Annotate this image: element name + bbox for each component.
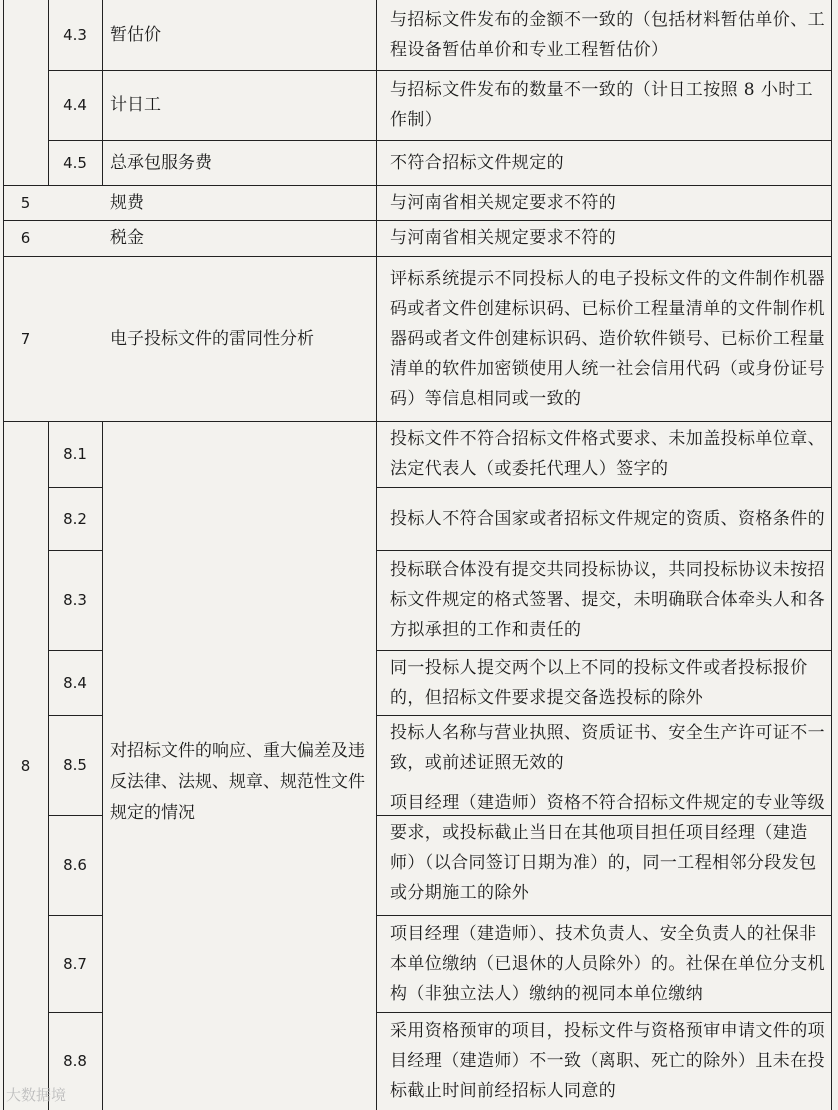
item-name: 总承包服务费 bbox=[110, 152, 212, 173]
sub-number: 8.7 bbox=[63, 954, 87, 973]
sub-number: 8.1 bbox=[63, 445, 87, 463]
item-name: 暂估价 bbox=[110, 25, 161, 45]
sub-number: 8.5 bbox=[63, 756, 87, 774]
sub-number: 8.3 bbox=[63, 591, 87, 609]
item-name: 规费 bbox=[110, 192, 144, 213]
watermark: 大数据境 bbox=[6, 1086, 67, 1104]
item-name: 计日工 bbox=[110, 95, 161, 115]
sub-number: 4.4 bbox=[63, 96, 87, 114]
item-description: 与河南省相关规定要求不符的 bbox=[390, 192, 617, 213]
item-description: 与招标文件发布的金额不一致的（包括材料暂估单价、工程设备暂估单价和专业工程暂估价） bbox=[390, 10, 825, 60]
sub-number: 8.8 bbox=[63, 1052, 87, 1070]
row-number: 7 bbox=[20, 329, 31, 348]
col-divider-sub bbox=[102, 421, 103, 1110]
item-description: 投标联合体没有提交共同投标协议，共同投标协议未按招标文件规定的格式签署、提交，未明确联合体牵头人和各方拟承担的工作和责任的 bbox=[390, 560, 825, 640]
item-description: 评标系统提示不同投标人的电子投标文件的文件制作机器码或者文件创建标识码、已标价工程量清单的文件制作机器码或者文件创建标识码、造价软件锁号、已标价工程量清单的软件加密锁使用人统一社会信用代码（或身份证号码）等信息相同或一致的 bbox=[390, 268, 825, 409]
item-description: 与河南省相关规定要求不符的 bbox=[390, 228, 617, 248]
item-description: 投标文件不符合招标文件格式要求、未加盖投标单位章、法定代表人（或委托代理人）签字的 bbox=[390, 429, 825, 479]
item-description: 与招标文件发布的数量不一致的（计日工按照 8 小时工作制） bbox=[390, 80, 814, 130]
col-divider-sub bbox=[102, 0, 103, 185]
sub-number: 8.2 bbox=[63, 509, 87, 528]
sub-number: 4.5 bbox=[63, 153, 87, 172]
item-description: 采用资格预审的项目，投标文件与资格预审申请文件的项目经理（建造师）不一致（离职、死亡的除外）且未在投标截止时间前经招标人同意的 bbox=[390, 1021, 825, 1101]
sub-number: 4.3 bbox=[63, 26, 87, 44]
table-border-right bbox=[831, 0, 832, 1110]
sub-number: 8.6 bbox=[63, 856, 87, 874]
item-description: 同一投标人提交两个以上不同的投标文件或者投标报价的，但招标文件要求提交备选投标的除外 bbox=[390, 657, 808, 708]
col-divider-desc bbox=[376, 0, 377, 1110]
item-name: 对招标文件的响应、重大偏差及违反法律、法规、规章、规范性文件规定的情况 bbox=[110, 741, 365, 823]
item-name: 电子投标文件的雷同性分析 bbox=[110, 328, 314, 349]
row-number: 8 bbox=[20, 756, 31, 775]
item-description: 项目经理（建造师）资格不符合招标文件规定的专业等级要求，或投标截止当日在其他项目担任项目经理（建造师）（以合同签订日期为准）的，同一工程相邻分段发包或分期施工的除外 bbox=[390, 793, 825, 903]
row-number: 5 bbox=[20, 193, 31, 212]
item-name: 税金 bbox=[110, 228, 144, 248]
row-number: 6 bbox=[20, 229, 31, 247]
item-description: 投标人名称与营业执照、资质证书、安全生产许可证不一致，或前述证照无效的 bbox=[390, 723, 825, 773]
sub-number: 8.4 bbox=[63, 673, 87, 692]
item-description: 不符合招标文件规定的 bbox=[390, 152, 564, 173]
item-description: 投标人不符合国家或者招标文件规定的资质、资格条件的 bbox=[390, 508, 825, 529]
item-description: 项目经理（建造师）、技术负责人、安全负责人的社保非本单位缴纳（已退休的人员除外）的。社保在单位分支机构（非独立法人）缴纳的视同本单位缴纳 bbox=[390, 923, 825, 1004]
